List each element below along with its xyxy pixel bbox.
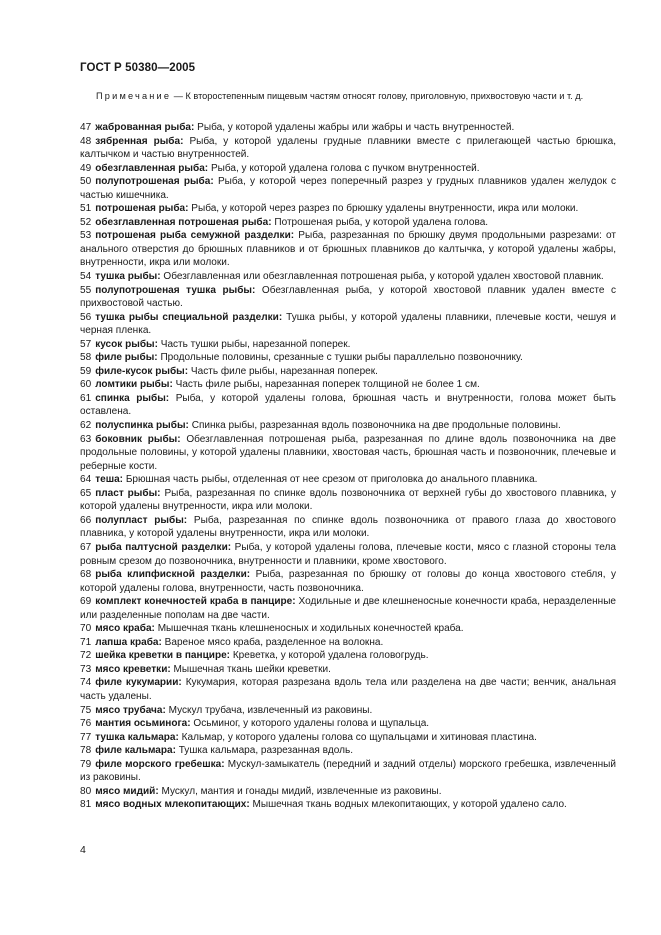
term-definition: Спинка рыбы, разрезанная вдоль позвоночника на две продольные половины. bbox=[191, 420, 561, 432]
term-number: 81 bbox=[80, 799, 92, 811]
term-entry bbox=[80, 568, 616, 595]
term-entry bbox=[80, 676, 616, 703]
term-entry bbox=[80, 378, 616, 392]
term-name: потрошеная рыба семужной разделки: bbox=[95, 230, 295, 242]
term-name: лапша краба: bbox=[95, 636, 162, 648]
term-number: 65 bbox=[80, 487, 92, 499]
term-name: тушка кальмара: bbox=[95, 731, 179, 743]
term-number: 54 bbox=[80, 271, 92, 283]
term-name: полупласт рыбы: bbox=[95, 514, 188, 526]
term-name: жаброванная рыба: bbox=[95, 122, 195, 133]
term-definition: Продольные половины, срезанные с тушки рыбы параллельно позвоночнику. bbox=[160, 352, 523, 364]
term-entry bbox=[80, 758, 616, 785]
term-definition: Тушка рыбы, у которой удалены плавники, плечевые кости, чешуя и черная пленка. bbox=[80, 311, 616, 337]
term-number: 49 bbox=[80, 162, 92, 174]
term-name: шейка креветки в панцире: bbox=[95, 650, 231, 662]
term-definition: Мышечная ткань клешненосных и ходильных конечностей краба. bbox=[157, 623, 464, 635]
term-definition: Рыба, у которой удалены жабры или жабры и часть внутренностей. bbox=[197, 122, 515, 133]
term-entry bbox=[80, 473, 616, 487]
term-number: 68 bbox=[80, 569, 92, 581]
term-entry bbox=[80, 785, 616, 799]
note-label: Примечание bbox=[96, 91, 172, 101]
term-entry bbox=[80, 433, 616, 474]
term-number: 69 bbox=[80, 596, 92, 608]
term-number: 53 bbox=[80, 230, 92, 242]
term-number: 63 bbox=[80, 433, 92, 445]
term-number: 52 bbox=[80, 216, 92, 228]
term-entry bbox=[80, 731, 616, 745]
term-definition: Вареное мясо краба, разделенное на волокна. bbox=[164, 636, 384, 648]
term-name: мясо мидий: bbox=[95, 785, 159, 797]
term-entry bbox=[80, 229, 616, 270]
page-number: 4 bbox=[80, 844, 86, 856]
term-definition: Рыба, разрезанная по спинке вдоль позвоночника от правого глаза до хвостового плавника, у которой удалены внутренности, икра или молоки. bbox=[80, 514, 616, 540]
term-number: 51 bbox=[80, 203, 92, 215]
term-definition: Обезглавленная рыба, у которой хвостовой плавник удален вместе с прихвостовой частью. bbox=[80, 284, 616, 310]
term-entry bbox=[80, 541, 616, 568]
term-number: 64 bbox=[80, 474, 92, 486]
term-definition: Мышечная ткань водных млекопитающих, у которой удалено сало. bbox=[252, 799, 567, 811]
term-number: 59 bbox=[80, 365, 92, 377]
term-name: тушка рыбы специальной разделки: bbox=[95, 311, 283, 323]
term-name: филе морского гребешка: bbox=[95, 758, 225, 770]
term-entry bbox=[80, 216, 616, 230]
term-number: 72 bbox=[80, 650, 92, 662]
term-number: 62 bbox=[80, 420, 92, 432]
term-number: 55 bbox=[80, 284, 92, 296]
term-entry bbox=[80, 121, 616, 135]
term-name: полупотрошеная рыба: bbox=[95, 176, 214, 188]
term-name: пласт рыбы: bbox=[95, 487, 161, 499]
term-name: обезглавленная потрошеная рыба: bbox=[95, 216, 272, 228]
term-definition: Рыба, у которой через разрез по брюшку удалены внутренности, икра или молоки. bbox=[191, 203, 579, 215]
term-entry bbox=[80, 392, 616, 419]
term-entry bbox=[80, 595, 616, 622]
term-entry bbox=[80, 649, 616, 663]
term-entry bbox=[80, 135, 616, 162]
term-number: 50 bbox=[80, 176, 92, 188]
term-number: 48 bbox=[80, 135, 92, 147]
term-definition: Потрошеная рыба, у которой удалена голова. bbox=[274, 216, 489, 228]
term-name: зябренная рыба: bbox=[95, 135, 184, 147]
term-definition: Обезглавленная или обезглавленная потрошеная рыба, у которой удален хвостовой плавник. bbox=[163, 271, 604, 283]
term-definition: Рыба, у которой удалены голова, брюшная часть и внутренности, голова может быть оставлена. bbox=[80, 392, 616, 418]
term-name: мясо креветки: bbox=[95, 663, 171, 675]
term-entry bbox=[80, 162, 616, 176]
term-number: 77 bbox=[80, 731, 92, 743]
term-number: 76 bbox=[80, 718, 92, 730]
term-definition: Рыба, разрезанная по брюшку от головы до конца хвостового стебля, у которой удалены голова, внутренности, часть позвоночника. bbox=[80, 569, 616, 594]
term-name: филе-кусок рыбы: bbox=[95, 365, 189, 377]
term-name: мясо трубача: bbox=[95, 704, 166, 716]
term-number: 78 bbox=[80, 745, 92, 757]
term-name: филе кукумарии: bbox=[95, 677, 182, 689]
note-text: — К второстепенным пищевым частям относят голову, приголовную, прихвостовую части и т. д. bbox=[171, 91, 584, 101]
term-definition: Часть тушки рыбы, нарезанной поперек. bbox=[160, 338, 351, 350]
term-name: мантия осьминога: bbox=[95, 718, 191, 730]
term-name: филе кальмара: bbox=[95, 745, 176, 757]
term-name: потрошеная рыба: bbox=[95, 203, 189, 215]
term-number: 58 bbox=[80, 352, 92, 364]
term-definition: Рыба, разрезанная по спинке вдоль позвоночника от верхней губы до хвостового плавника, у которой удалены внутренности, икра или молоки. bbox=[80, 487, 616, 513]
term-number: 47 bbox=[80, 122, 92, 133]
term-name: полупотрошеная тушка рыбы: bbox=[95, 284, 256, 296]
term-entry bbox=[80, 284, 616, 311]
term-definition: Осьминог, у которого удалены голова и щупальца. bbox=[193, 718, 430, 730]
term-name: тушка рыбы: bbox=[95, 271, 161, 283]
term-definition: Кукумария, которая разрезана вдоль тела или разделена на две части; венчик, анальная часть удалены. bbox=[80, 677, 617, 702]
term-entry bbox=[80, 514, 616, 541]
term-definition: Рыба, у которой удалена голова с пучком внутренностей. bbox=[210, 162, 480, 174]
terms-list bbox=[80, 121, 616, 812]
term-entry bbox=[80, 663, 616, 677]
term-definition: Кальмар, у которого удалены голова со щупальцами и хитиновая пластина. bbox=[181, 731, 537, 743]
term-name: ломтики рыбы: bbox=[95, 379, 173, 391]
term-number: 80 bbox=[80, 785, 92, 797]
term-definition: Мускул-замыкатель (передний и задний отделы) морского гребешка, извлеченный из раковины. bbox=[80, 758, 616, 784]
term-entry bbox=[80, 744, 616, 758]
term-entry bbox=[80, 419, 616, 433]
term-name: спинка рыбы: bbox=[95, 392, 170, 404]
term-name: полуспинка рыбы: bbox=[95, 420, 189, 432]
term-name: теша: bbox=[95, 474, 124, 486]
term-number: 75 bbox=[80, 704, 92, 716]
term-definition: Мускул, мантия и гонады мидий, извлеченные из раковины. bbox=[161, 785, 442, 797]
term-number: 70 bbox=[80, 623, 92, 635]
term-entry bbox=[80, 622, 616, 636]
term-number: 67 bbox=[80, 541, 92, 553]
term-entry bbox=[80, 270, 616, 284]
term-name: рыба клипфискной разделки: bbox=[95, 569, 251, 581]
term-name: комплект конечностей краба в панцире: bbox=[95, 596, 296, 608]
term-number: 73 bbox=[80, 663, 92, 675]
note-paragraph bbox=[80, 90, 616, 103]
term-entry bbox=[80, 636, 616, 650]
term-number: 66 bbox=[80, 514, 92, 526]
term-entry bbox=[80, 351, 616, 365]
term-name: рыба палтусной разделки: bbox=[95, 541, 232, 553]
term-name: боковник рыбы: bbox=[95, 433, 181, 445]
term-entry bbox=[80, 338, 616, 352]
term-name: обезглавленная рыба: bbox=[95, 162, 209, 174]
term-entry bbox=[80, 365, 616, 379]
term-name: филе рыбы: bbox=[95, 352, 158, 364]
term-entry bbox=[80, 202, 616, 216]
term-definition: Рыба, у которой удалены голова, плечевые кости, мясо с глазной стороны тела ровным срезом до позвоночника, внутренности и плавники, кроме хвостового. bbox=[80, 541, 616, 567]
term-entry bbox=[80, 704, 616, 718]
term-definition: Креветка, у которой удалена головогрудь. bbox=[232, 650, 429, 662]
term-definition: Рыба, у которой удалены грудные плавники вместе с прилегающей частью брюшка, калтычком и частью внутренностей. bbox=[80, 135, 616, 161]
term-name: мясо водных млекопитающих: bbox=[95, 799, 250, 811]
term-number: 71 bbox=[80, 636, 92, 648]
term-definition: Мышечная ткань шейки креветки. bbox=[173, 663, 331, 675]
term-definition: Рыба, у которой через поперечный разрез у грудных плавников удален желудок с частью кишечника. bbox=[80, 176, 617, 201]
term-entry bbox=[80, 717, 616, 731]
term-number: 57 bbox=[80, 338, 92, 350]
term-definition: Обезглавленная потрошеная рыба, разрезанная по длине вдоль позвоночника на две продольные половины, у которой удалены плавники, хвостовая часть, брюшная часть и позвоночник, плечевые и реберные кости. bbox=[80, 433, 616, 472]
document-header: ГОСТ Р 50380—2005 bbox=[80, 62, 196, 74]
term-definition: Часть филе рыбы, нарезанная поперек толщиной не более 1 см. bbox=[175, 379, 480, 391]
term-definition: Рыба, разрезанная по брюшку двумя продольными разрезами: от анального отверстия до брюшных плавников и от брюшных плавников до калтычка, у которой удалены жабры, внутренности, икра или молоки. bbox=[80, 230, 617, 269]
term-entry bbox=[80, 175, 616, 202]
term-definition: Тушка кальмара, разрезанная вдоль. bbox=[178, 745, 353, 757]
term-definition: Мускул трубача, извлеченный из раковины. bbox=[168, 704, 373, 716]
term-definition: Часть филе рыбы, нарезанная поперек. bbox=[190, 365, 378, 377]
term-number: 74 bbox=[80, 677, 92, 689]
term-name: кусок рыбы: bbox=[95, 338, 158, 350]
term-definition: Ходильные и две клешненосные конечности краба, неразделенные или разделенные пополам на две части. bbox=[80, 596, 616, 621]
term-entry bbox=[80, 487, 616, 514]
term-number: 60 bbox=[80, 379, 92, 391]
term-name: мясо краба: bbox=[95, 623, 155, 635]
term-entry bbox=[80, 311, 616, 338]
term-number: 79 bbox=[80, 758, 92, 770]
term-number: 56 bbox=[80, 311, 92, 323]
term-definition: Брюшная часть рыбы, отделенная от нее срезом от приголовка до анального плавника. bbox=[125, 474, 538, 486]
term-number: 61 bbox=[80, 392, 92, 404]
term-entry bbox=[80, 798, 616, 812]
